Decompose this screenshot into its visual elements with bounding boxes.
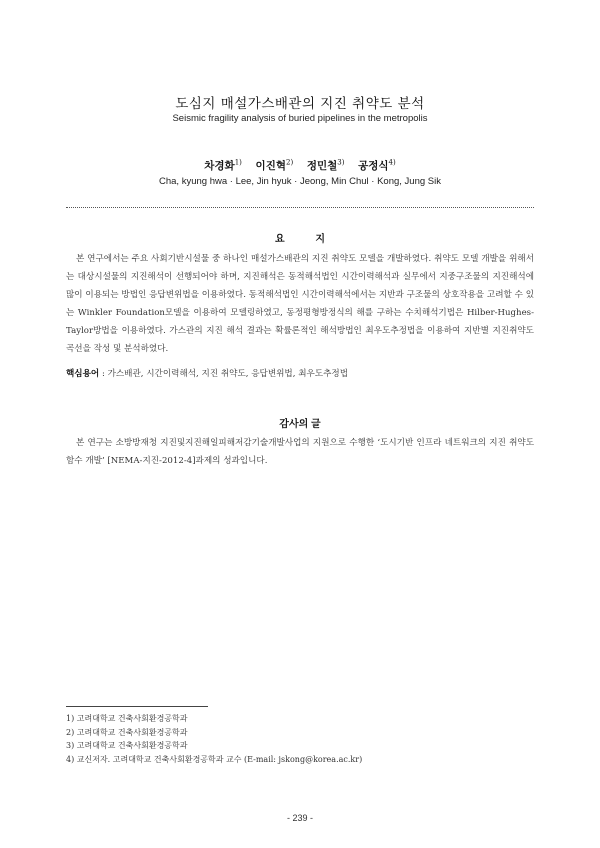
author-mark: 3)	[337, 158, 345, 167]
abstract-body: 본 연구에서는 주요 사회기반시설물 중 하나인 매설가스배관의 지진 취약도 모델을 개발하였다. 취약도 모델 개발을 위해서는 대상시설물의 지진해석이 선행되어야 하며, 지진해석은 동적해석법인 시간이력해석과 실무에서 지중구조물의 지진해석에 많이 이용되는 방법인 응답변위법을 이용하였다. 동적해석법인 시간이력해석에서는 지반과 구조물의 상호작용을 고려할 수 있는 Winkler Foundation모델을 이용하여 모델링하였고, 동정평형방정식의 해를 구하는 수치해석기법은 Hilber-Hughes-Taylor방법을 이용하였다. 가스관의 지진 해석 결과는 확률론적인 해석방법인 최우도추정법을 이용하여 지반별 지진취약도 곡선을 작성 및 분석하였다.	[66, 254, 534, 354]
paper-title-korean: 도심지 매설가스배관의 지진 취약도 분석	[175, 96, 425, 112]
footnote-1: 1) 고려대학교 건축사회환경공학과	[66, 714, 188, 723]
author-name: 차경화	[204, 160, 235, 172]
authors-english: Cha, kyung hwa · Lee, Jin hyuk · Jeong, Min Chul · Kong, Jung Sik	[159, 176, 441, 187]
footnote-4: 4) 교신저자. 고려대학교 건축사회환경공학과 교수 (E-mail: jskong@korea.ac.kr)	[66, 754, 363, 764]
footnote-3: 3) 고려대학교 건축사회환경공학과	[66, 741, 188, 750]
footnote-divider	[66, 706, 208, 707]
author-mark: 4)	[388, 158, 396, 167]
author-1	[204, 160, 242, 172]
keywords-separator: :	[99, 369, 108, 379]
footnote-2: 2) 고려대학교 건축사회환경공학과	[66, 727, 188, 737]
keywords-label: 핵심용어	[66, 368, 100, 378]
dotted-divider	[66, 207, 534, 208]
author-name: 이진혁	[255, 160, 286, 172]
page-number: - 239 -	[286, 813, 313, 823]
abstract-heading: 요 지	[274, 234, 340, 245]
keywords	[66, 367, 534, 379]
author-2	[256, 160, 294, 172]
acknowledgement-heading: 감사의 글	[279, 419, 321, 430]
keywords-text: 가스배관, 시간이력해석, 지진 취약도, 응답변위법, 최우도추정법	[107, 369, 349, 379]
author-name: 공정식	[358, 160, 389, 172]
author-3	[307, 160, 345, 172]
footnotes	[66, 712, 534, 766]
author-mark: 2)	[285, 158, 294, 167]
author-name: 정민철	[306, 160, 338, 172]
acknowledgement-body: 본 연구는 소방방재청 지진및지진해일피해저감기술개발사업의 지원으로 수행한 ‘도시기반 인프라 네트워크의 지진 취약도 함수 개발’ [NEMA-지진-2012-4]과제의 성과입니다.	[66, 438, 534, 466]
authors-korean	[0, 158, 600, 173]
paper-title-english: Seismic fragility analysis of buried pipelines in the metropolis	[172, 113, 428, 124]
author-4	[358, 160, 396, 172]
author-mark: 1)	[234, 158, 242, 167]
